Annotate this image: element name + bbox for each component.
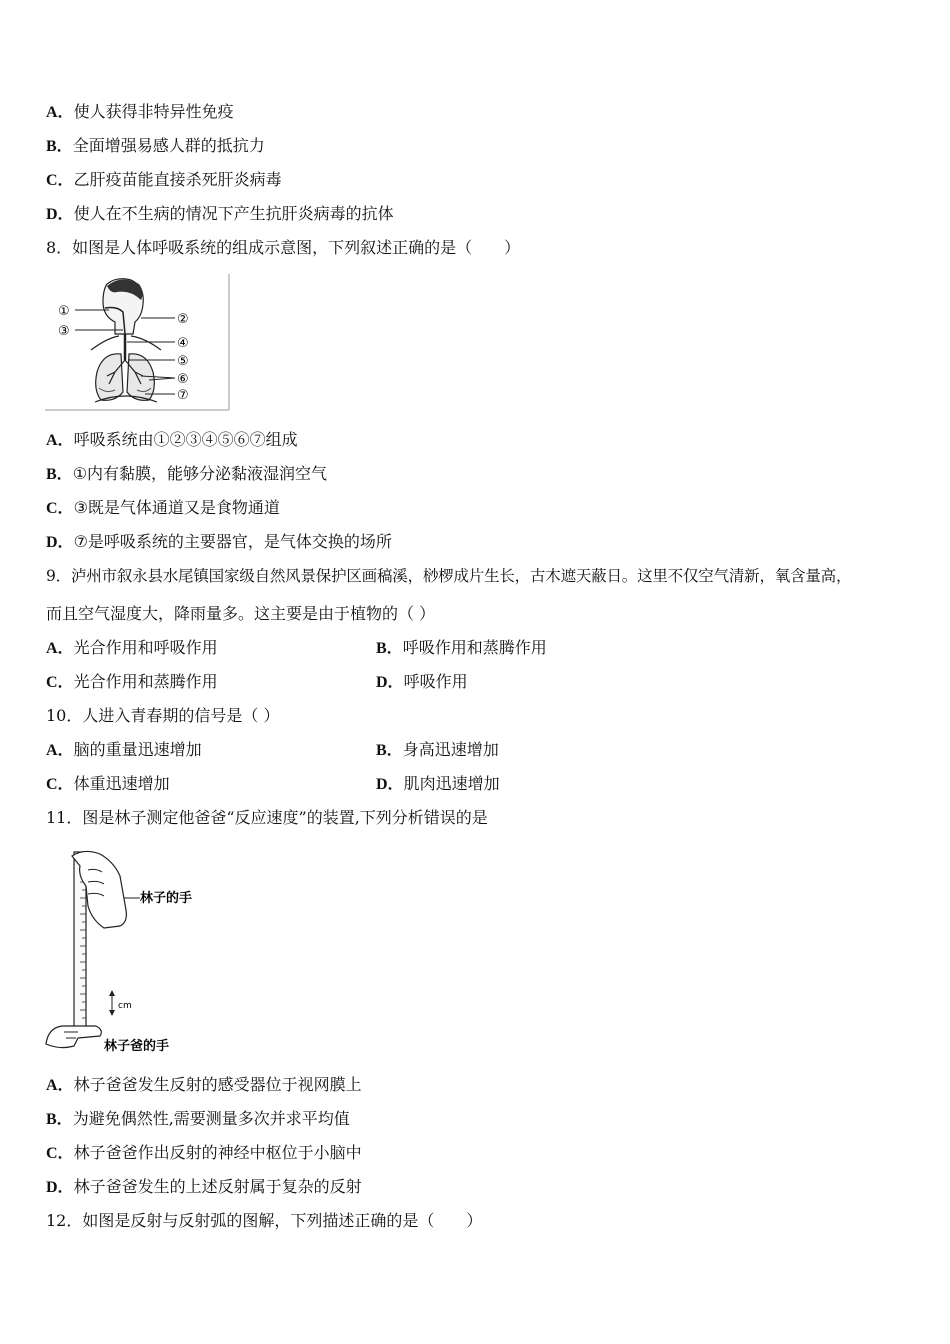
marker-4: ④ (177, 336, 189, 351)
q10-stem: 10．人进入青春期的信号是（ ） (46, 706, 280, 725)
q9-stem-line2: 而且空气湿度大，降雨量多。这主要是由于植物的（ ） (46, 604, 436, 623)
q8-option-a: A．呼吸系统由①②③④⑤⑥⑦组成 (46, 430, 298, 449)
q10-option-a: A．脑的重量迅速增加 (46, 740, 202, 759)
q11-option-c: C．林子爸爸作出反射的神经中枢位于小脑中 (46, 1143, 362, 1162)
marker-1: ① (58, 304, 70, 319)
marker-3: ③ (58, 324, 70, 339)
q11-stem: 11．图是林子测定他爸爸“反应速度”的装置,下列分析错误的是 (46, 808, 488, 827)
marker-7: ⑦ (177, 388, 189, 403)
q10-option-c: C．体重迅速增加 (46, 774, 170, 793)
marker-5: ⑤ (177, 354, 189, 369)
marker-2: ② (177, 312, 189, 327)
marker-6: ⑥ (177, 372, 189, 387)
q9-option-d: D．呼吸作用 (376, 672, 468, 691)
q9-option-c: C．光合作用和蒸腾作用 (46, 672, 218, 691)
q9-stem-line1: 9．泸州市叙永县水尾镇国家级自然风景保护区画稿溪，桫椤成片生长，古木遮天蔽日。这里不仅空气清新，氧含量高， (46, 567, 852, 585)
q11-option-b: B．为避免偶然性,需要测量多次并求平均值 (46, 1109, 350, 1128)
respiratory-system-figure (45, 272, 231, 412)
q10-option-b: B．身高迅速增加 (376, 740, 499, 759)
q7-option-a: A．使人获得非特异性免疫 (46, 102, 234, 121)
q7-option-c: C．乙肝疫苗能直接杀死肝炎病毒 (46, 170, 282, 189)
q7-option-b: B．全面增强易感人群的抵抗力 (46, 136, 265, 155)
q10-option-d: D．肌肉迅速增加 (376, 774, 500, 793)
q9-option-b: B．呼吸作用和蒸腾作用 (376, 638, 547, 657)
q12-stem: 12．如图是反射与反射弧的图解，下列描述正确的是（ ） (46, 1211, 483, 1230)
q8-option-d: D．⑦是呼吸系统的主要器官，是气体交换的场所 (46, 532, 392, 551)
q8-stem: 8．如图是人体呼吸系统的组成示意图，下列叙述正确的是（ ） (46, 238, 521, 257)
bottom-hand-label: 林子爸的手 (104, 1039, 170, 1054)
q8-option-b: B．①内有黏膜，能够分泌黏液湿润空气 (46, 464, 328, 483)
q9-option-a: A．光合作用和呼吸作用 (46, 638, 218, 657)
q8-option-c: C．③既是气体通道又是食物通道 (46, 498, 280, 517)
top-hand-label: 林子的手 (140, 891, 193, 906)
q11-option-a: A．林子爸爸发生反射的感受器位于视网膜上 (46, 1075, 362, 1094)
q7-option-d: D．使人在不生病的情况下产生抗肝炎病毒的抗体 (46, 204, 394, 223)
ruler-reaction-figure (44, 846, 224, 1058)
cm-unit-label: cm (118, 1001, 132, 1011)
q11-option-d: D．林子爸爸发生的上述反射属于复杂的反射 (46, 1177, 362, 1196)
